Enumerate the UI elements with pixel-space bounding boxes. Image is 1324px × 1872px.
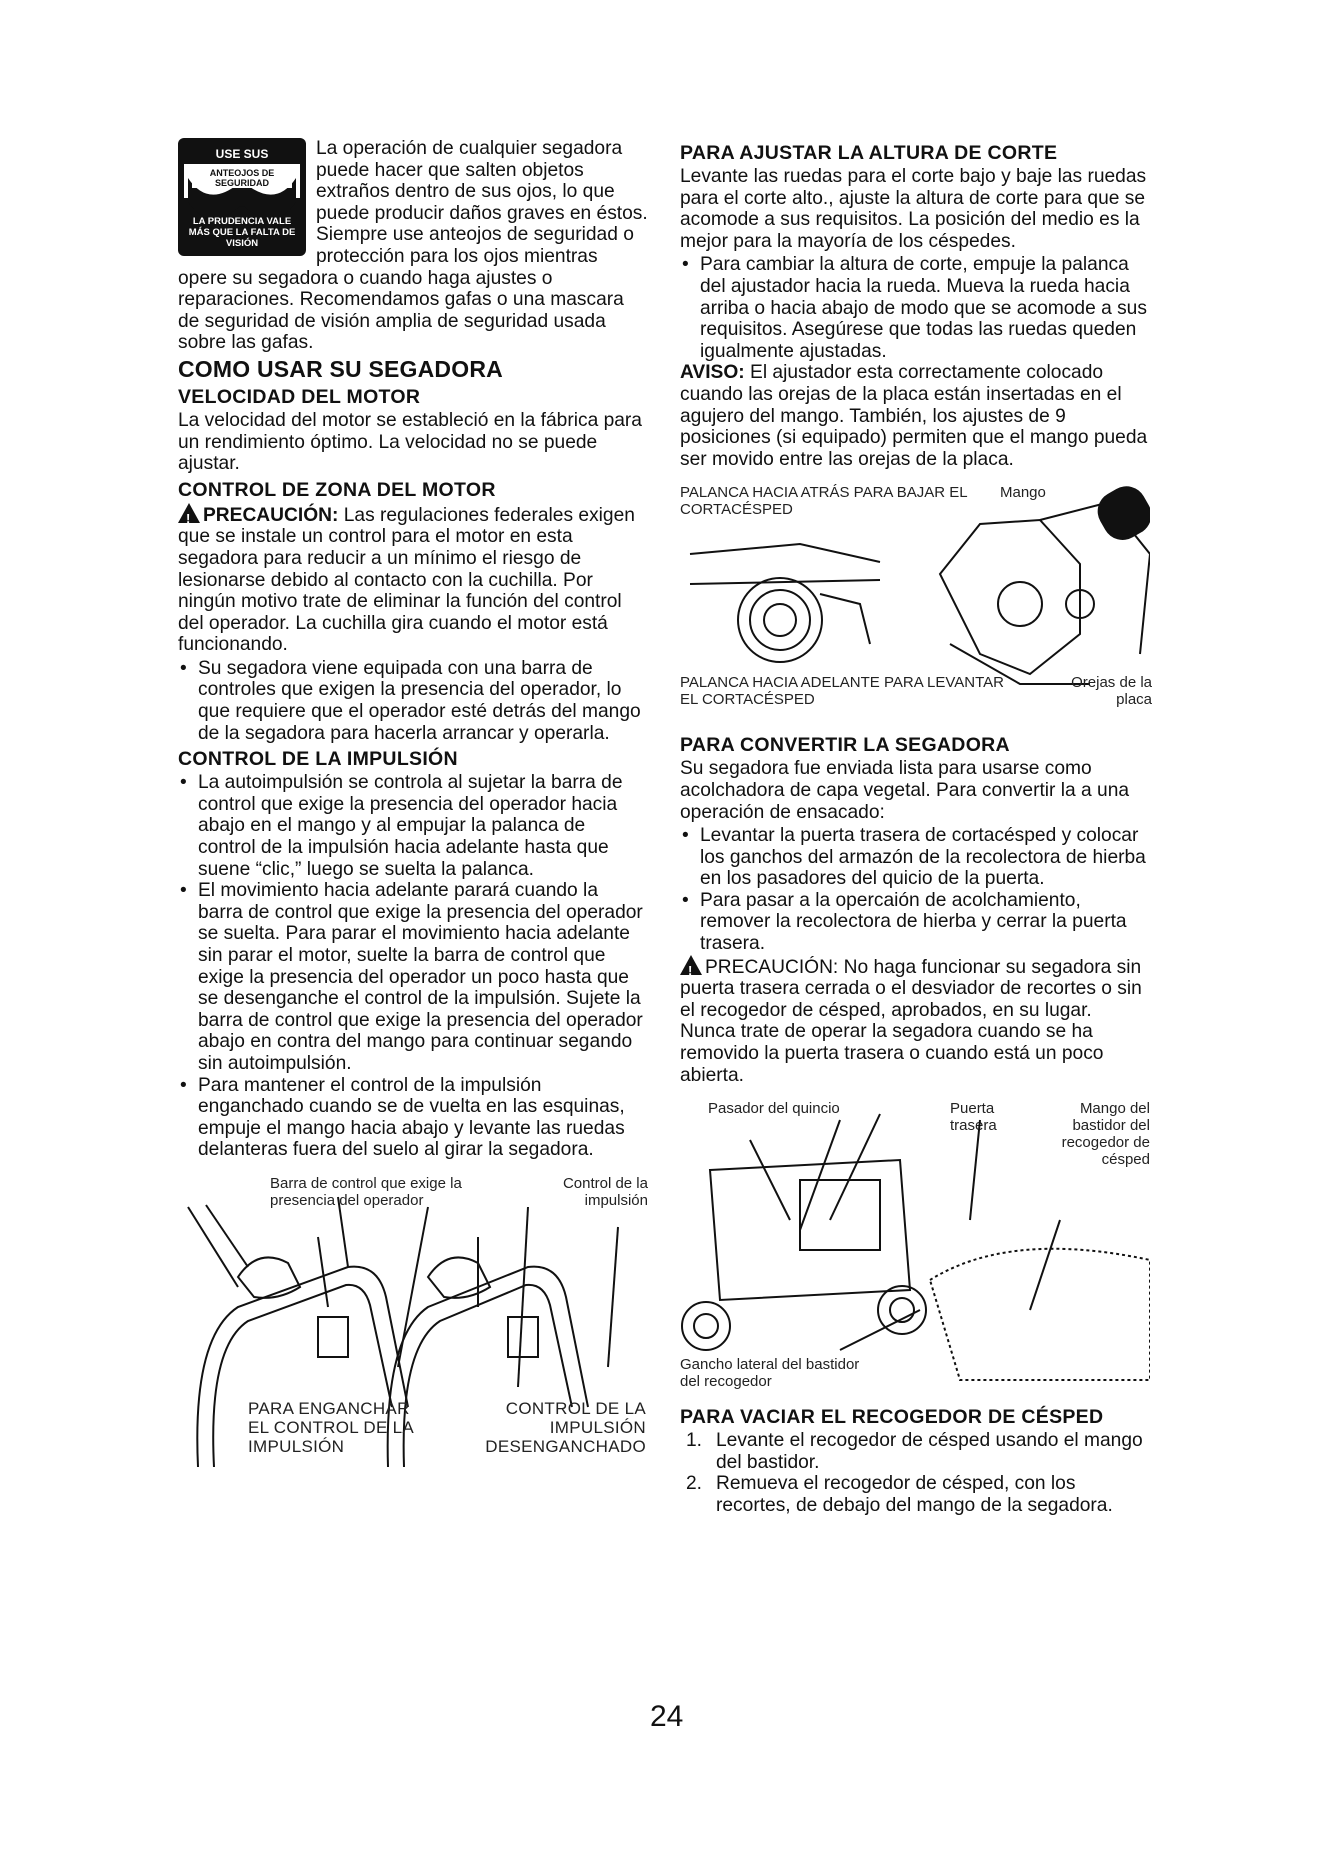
- grass-bag-figure: [680, 1100, 1150, 1400]
- convert-heading: PARA CONVERTIR LA SEGADORA: [680, 734, 1010, 757]
- list-item: • Para pasar a la opercaión de acolchamiento, remover la recolectora de hierba y cerrar la puerta trasera.: [680, 890, 1150, 955]
- list-item: • Para mantener el control de la impulsión enganchado cuando se de vuelta en las esquinas, empuje el mango hacia abajo y levante las ruedas delanteras fuera del suelo al girar la segadora.: [178, 1075, 648, 1161]
- warning-triangle-icon: [680, 955, 702, 975]
- empty-bag-steps: [680, 1430, 1150, 1516]
- drive-control-figure: [178, 1167, 648, 1497]
- step-text: Remueva el recogedor de césped, con los recortes, de debajo del mango de la segadora.: [716, 1473, 1113, 1516]
- caption-side-hook: Gancho lateral del bastidor del recogedor: [680, 1356, 860, 1391]
- caption-disengaged: CONTROL DE LA IMPULSIÓN DESENGANCHADO: [485, 1398, 646, 1456]
- engine-speed-heading: VELOCIDAD DEL MOTOR: [178, 385, 421, 408]
- empty-bag-heading: PARA VACIAR EL RECOGEDOR DE CÉSPED: [680, 1406, 1104, 1429]
- drive-control-heading: CONTROL DE LA IMPULSIÓN: [178, 748, 458, 771]
- caption-frame-handle: Mango del bastidor del recogedor de césped: [1061, 1100, 1150, 1169]
- warning-triangle-icon: [178, 503, 200, 523]
- list-item: [680, 1430, 1150, 1473]
- zone-bullets: [178, 658, 648, 744]
- safety-intro-text: La operación de cualquier segadora puede hacer que salten objetos extraños dentro de sus ojos, lo que puede producir daños graves en éstos. Siempre use anteojos de seguridad o protección para los ojos mientras opere su segadora o cuando haga ajustes o reparaciones. Recomendamos gafas o una mascara de seguridad de visión amplia de seguridad usada sobre las gafas.: [178, 138, 648, 354]
- caption-lever-forward: PALANCA HACIA ADELANTE PARA LEVANTAR EL CORTACÉSPED: [680, 674, 1005, 709]
- right-column: [680, 138, 1150, 1517]
- caption-hinge-pin: Pasador del quincio: [708, 1100, 840, 1118]
- notice-text: El ajustador esta correctamente colocado cuando las orejas de la placa están insertadas en el agujero del mango. También, los ajustes de 9 posiciones (si equipado) permiten que el mango pueda ser movido entre las orejas de la placa.: [680, 362, 1148, 470]
- list-item: [680, 1473, 1150, 1516]
- caption-operator-bar: Barra de control que exige la presencia del operador: [270, 1174, 462, 1209]
- step-text: Levante el recogedor de césped usando el mango del bastidor.: [716, 1430, 1143, 1473]
- cut-height-heading: PARA AJUSTAR LA ALTURA DE CORTE: [680, 142, 1058, 164]
- caption-engage: PARA ENGANCHAR EL CONTROL DE LA IMPULSIÓN: [248, 1398, 414, 1456]
- caption-handle: Mango: [1000, 484, 1046, 502]
- drive-bullets: [178, 772, 648, 1161]
- left-column: [178, 138, 648, 1503]
- section-title-use: COMO USAR SU SEGADORA: [178, 355, 503, 382]
- cut-height-text: Levante las ruedas para el corte bajo y baje las ruedas para el corte alto., ajuste la altura de corte para que se acomode a sus requisitos. La posición del medio es la mejor para la mayoría de los céspedes.: [680, 166, 1147, 252]
- caption-lever-back: PALANCA HACIA ATRÁS PARA BAJAR EL CORTACÉSPED: [680, 484, 968, 519]
- zone-caution-text: Las regulaciones federales exigen que se instale un control para el motor en esta segadora para reducir a un mínimo el riesgo de lesionarse debido al contacto con la cuchilla. Por ningún motivo trate de eliminar la función del control del operador. La cuchilla gira cuando el motor está funcionando.: [178, 504, 635, 656]
- caption-rear-door: Puerta trasera: [950, 1100, 997, 1135]
- badge-line1: USE SUS: [215, 147, 269, 161]
- list-item: • Levantar la puerta trasera de cortacésped y colocar los ganchos del armazón de la recolectora de hierba en los pasadores del quicio de la puerta.: [680, 825, 1150, 890]
- mulch-caution-label: PRECAUCIÓN:: [705, 956, 839, 978]
- cut-height-bullets: [680, 254, 1150, 362]
- list-item: • El movimiento hacia adelante parará cuando la barra de control que exige la presencia del operador se suelta. Para parar el movimiento hacia adelante sin parar el motor, suelte la barra de control que exige la presencia del operador un poco hasta que se desenganche el control de la impulsión. Sujete la barra de control que exige la presencia del operador abajo en contra del mango para continuar segando sin autoimpulsión.: [178, 880, 648, 1074]
- list-item: • Para cambiar la altura de corte, empuje la palanca del ajustador hacia la rueda. Mueva la rueda hacia arriba o hacia abajo de modo que se acomode a sus requisitos. Asegúrese que todas las ruedas queden igualmente ajustadas.: [680, 254, 1150, 362]
- list-item: • Su segadora viene equipada con una barra de controles que exigen la presencia del operador, lo que requiere que el operador esté detrás del mango de la segadora para hacerla arrancar y operarla.: [178, 658, 648, 744]
- zone-control-heading: CONTROL DE ZONA DEL MOTOR: [178, 478, 496, 501]
- notice-label: AVISO:: [680, 362, 745, 384]
- list-item: • La autoimpulsión se controla al sujetar la barra de control que exige la presencia del operador hacia abajo en el mango y al empujar la palanca de control de la impulsión hacia adelante hasta que suene “clic,” luego se suelta la palanca.: [178, 772, 648, 880]
- height-adjust-figure: [680, 484, 1150, 716]
- caption-drive-control: Control de la impulsión: [562, 1174, 648, 1209]
- mulch-caution: [680, 955, 1150, 1087]
- step-number: 1.: [686, 1430, 703, 1452]
- page-number: 24: [650, 1700, 684, 1733]
- zone-caution: [178, 503, 648, 656]
- convert-text: Su segadora fue enviada lista para usarse como acolchadora de capa vegetal. Para convertir la a una operación de ensacado:: [680, 758, 1130, 823]
- mulch-caution-text: No haga funcionar su segadora sin puerta trasera cerrada o el desviador de recortes o sin el recogedor de césped, aprobados, en su lugar. Nunca trate de operar la segadora cuando se ha removido la puerta trasera o cuando está un poco abierta.: [680, 956, 1142, 1086]
- convert-bullets: [680, 825, 1150, 955]
- caption-plate-ears: Orejas de la placa: [1071, 674, 1152, 709]
- grass-catcher-icon: [680, 1100, 1150, 1400]
- badge-line3: LA PRUDENCIA VALE MÁS QUE LA FALTA DE VISIÓN: [188, 216, 296, 249]
- notice-paragraph: [680, 362, 1150, 470]
- safety-glasses-badge: [178, 138, 306, 256]
- zone-caution-label: PRECAUCIÓN:: [203, 504, 339, 526]
- badge-line2: ANTEOJOS DE SEGURIDAD: [192, 168, 292, 188]
- engine-speed-text: La velocidad del motor se estableció en la fábrica para un rendimiento óptimo. La velocidad no se puede ajustar.: [178, 409, 642, 475]
- step-number: 2.: [686, 1473, 703, 1495]
